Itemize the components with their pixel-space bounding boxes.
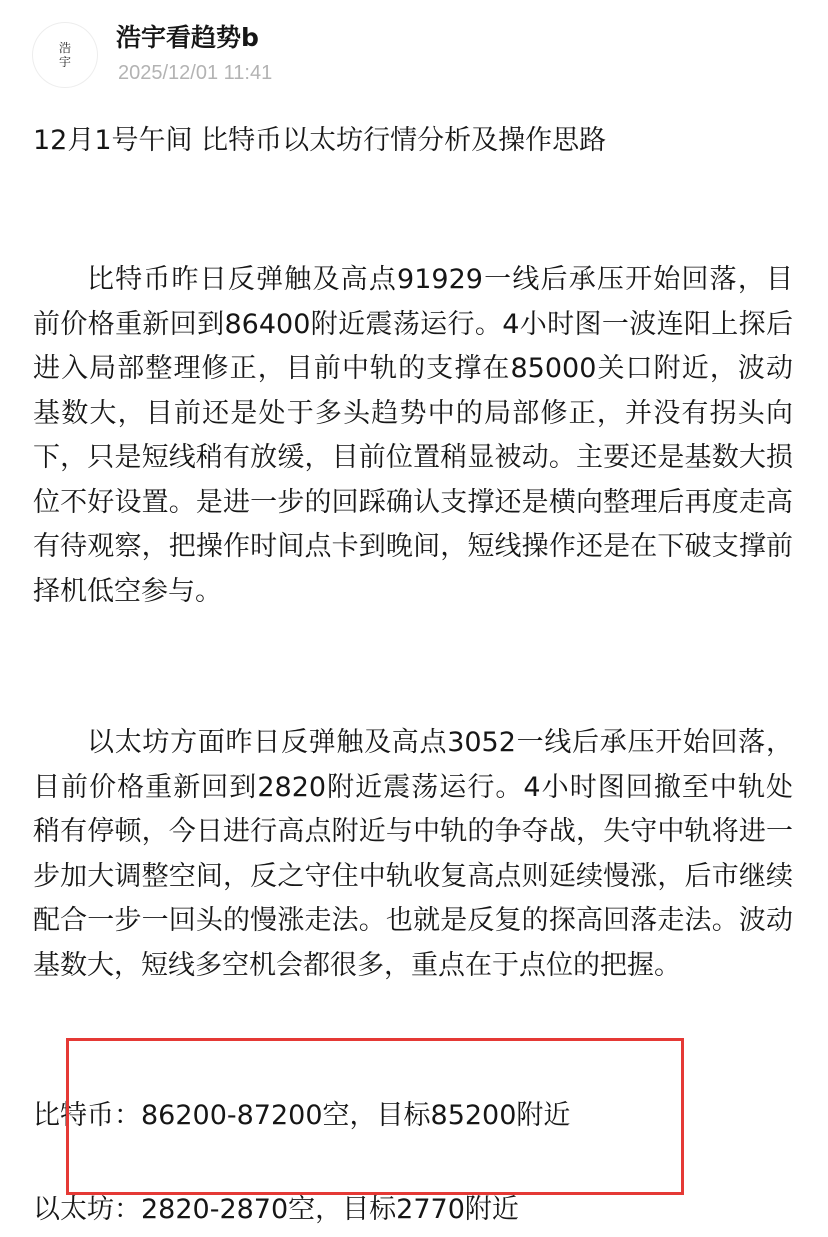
post-header [32,14,812,94]
paragraph-btc-analysis: 比特币昨日反弹触及高点91929一线后承压开始回落，目前价格重新回到86400附近震荡运行。4小时图一波连阳上探后进入局部整理修正，目前中轨的支撑在85000关口附近，波动基数大，目前还是处于多头趋势中的局部修正，并没有拐头向下，只是短线稍有放缓，目前位置稍显被动。主要还是基数大损位不好设置。是进一步的回踩确认支撑还是横向整理后再度走高有待观察，把操作时间点卡到晚间，短线操作还是在下破支撑前择机低空参与。 [33,264,793,607]
author-name[interactable]: 浩宇看趋势b [116,23,259,52]
trade-plan-btc: 比特币：86200-87200空，目标85200附近 [33,1100,571,1131]
avatar-text-bottom: 宇 [58,55,71,69]
avatar[interactable] [32,22,98,88]
trade-plan-eth: 以太坊：2820-2870空，目标2770附近 [33,1194,519,1225]
post-title: 12月1号午间 比特币以太坊行情分析及操作思路 [33,125,607,156]
post-timestamp: 2025/12/01 11:41 [118,62,273,84]
avatar-text-top: 浩 [58,41,71,55]
paragraph-eth-analysis: 以太坊方面昨日反弹触及高点3052一线后承压开始回落，目前价格重新回到2820附近震荡运行。4小时图回撤至中轨处稍有停顿，今日进行高点附近与中轨的争夺战，失守中轨将进一步加大调整空间，反之守住中轨收复高点则延续慢涨，后市继续配合一步一回头的慢涨走法。也就是反复的探高回落走法。波动基数大，短线多空机会都很多，重点在于点位的把握。 [33,727,793,981]
